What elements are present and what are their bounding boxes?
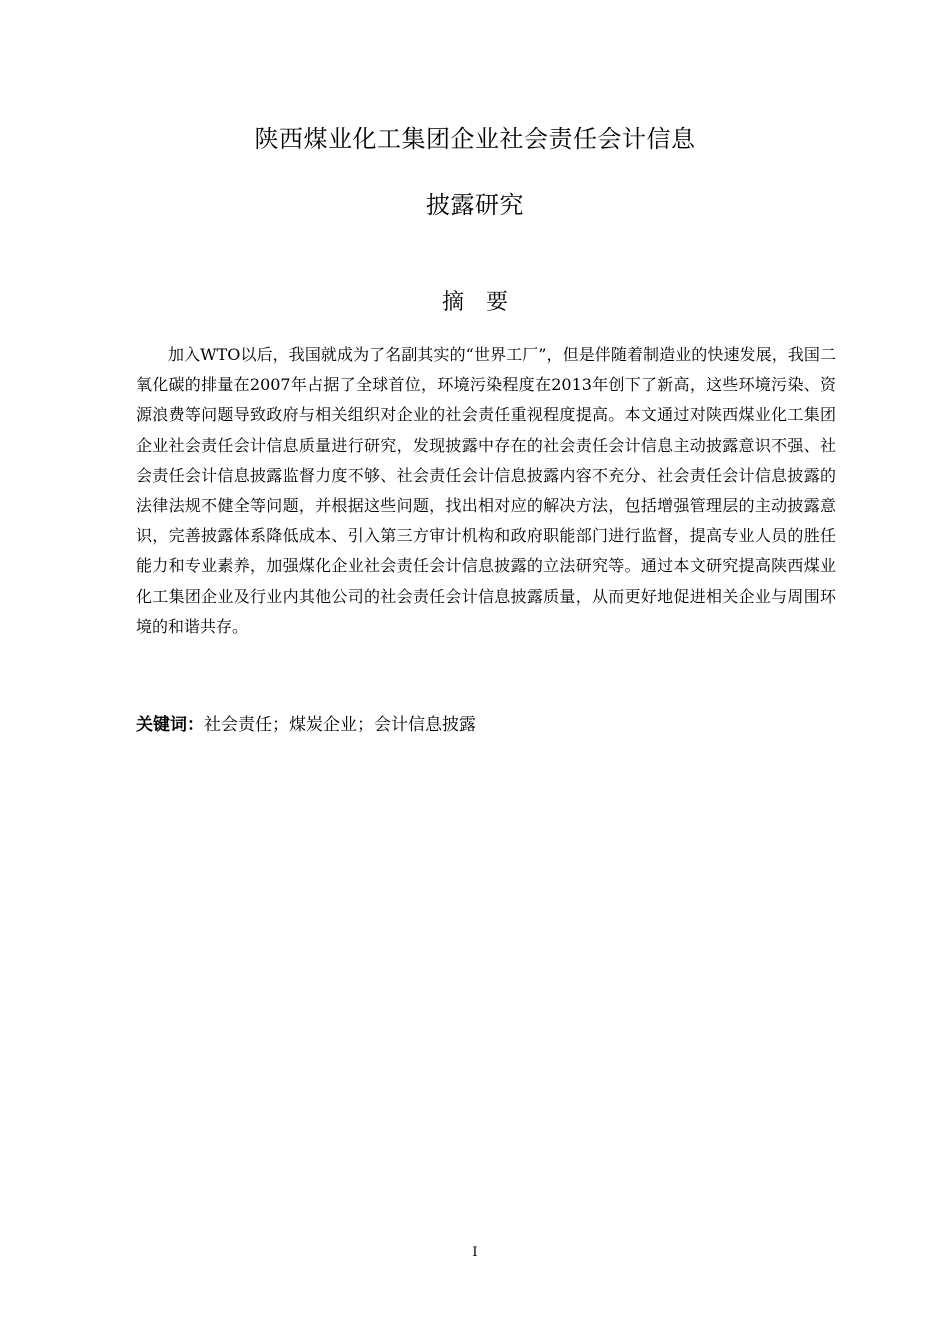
title-line-2: 披露研究 [426, 191, 524, 219]
abstract-body: 加入WTO以后，我国就成为了名副其实的“世界工厂”，但是伴随着制造业的快速发展，我国二氧化碳的排量在2007年占据了全球首位，环境污染程度在2013年创下了新高，这些环境污染、资源浪费等问题导致政府与相关组织对企业的社会责任重视程度提高。本文通过对陕西煤业化工集团企业社会责任会计信息质量进行研究，发现披露中存在的社会责任会计信息主动披露意识不强、社会责任会计信息披露监督力度不够、社会责任会计信息披露内容不充分、社会责任会计信息披露的法律法规不健全等问题，并根据这些问题，找出相对应的解决方法，包括增强管理层的主动披露意识，完善披露体系降低成本、引入第三方审计机构和政府职能部门进行监督，提高专业人员的胜任能力和专业素养，加强煤化企业社会责任会计信息披露的立法研究等。通过本文研究提高陕西煤业化工集团企业及行业内其他公司的社会责任会计信息披露质量，从而更好地促进相关企业与周围环境的和谐共存。 [136, 345, 836, 636]
abstract-heading: 摘要 [441, 290, 530, 315]
page-number: I [472, 1245, 478, 1260]
title-line-1: 陕西煤业化工集团企业社会责任会计信息 [254, 125, 696, 153]
keywords-value: 社会责任；煤炭企业；会计信息披露 [204, 715, 476, 735]
keywords-line [136, 710, 836, 740]
keywords-label: 关键词： [136, 715, 204, 735]
